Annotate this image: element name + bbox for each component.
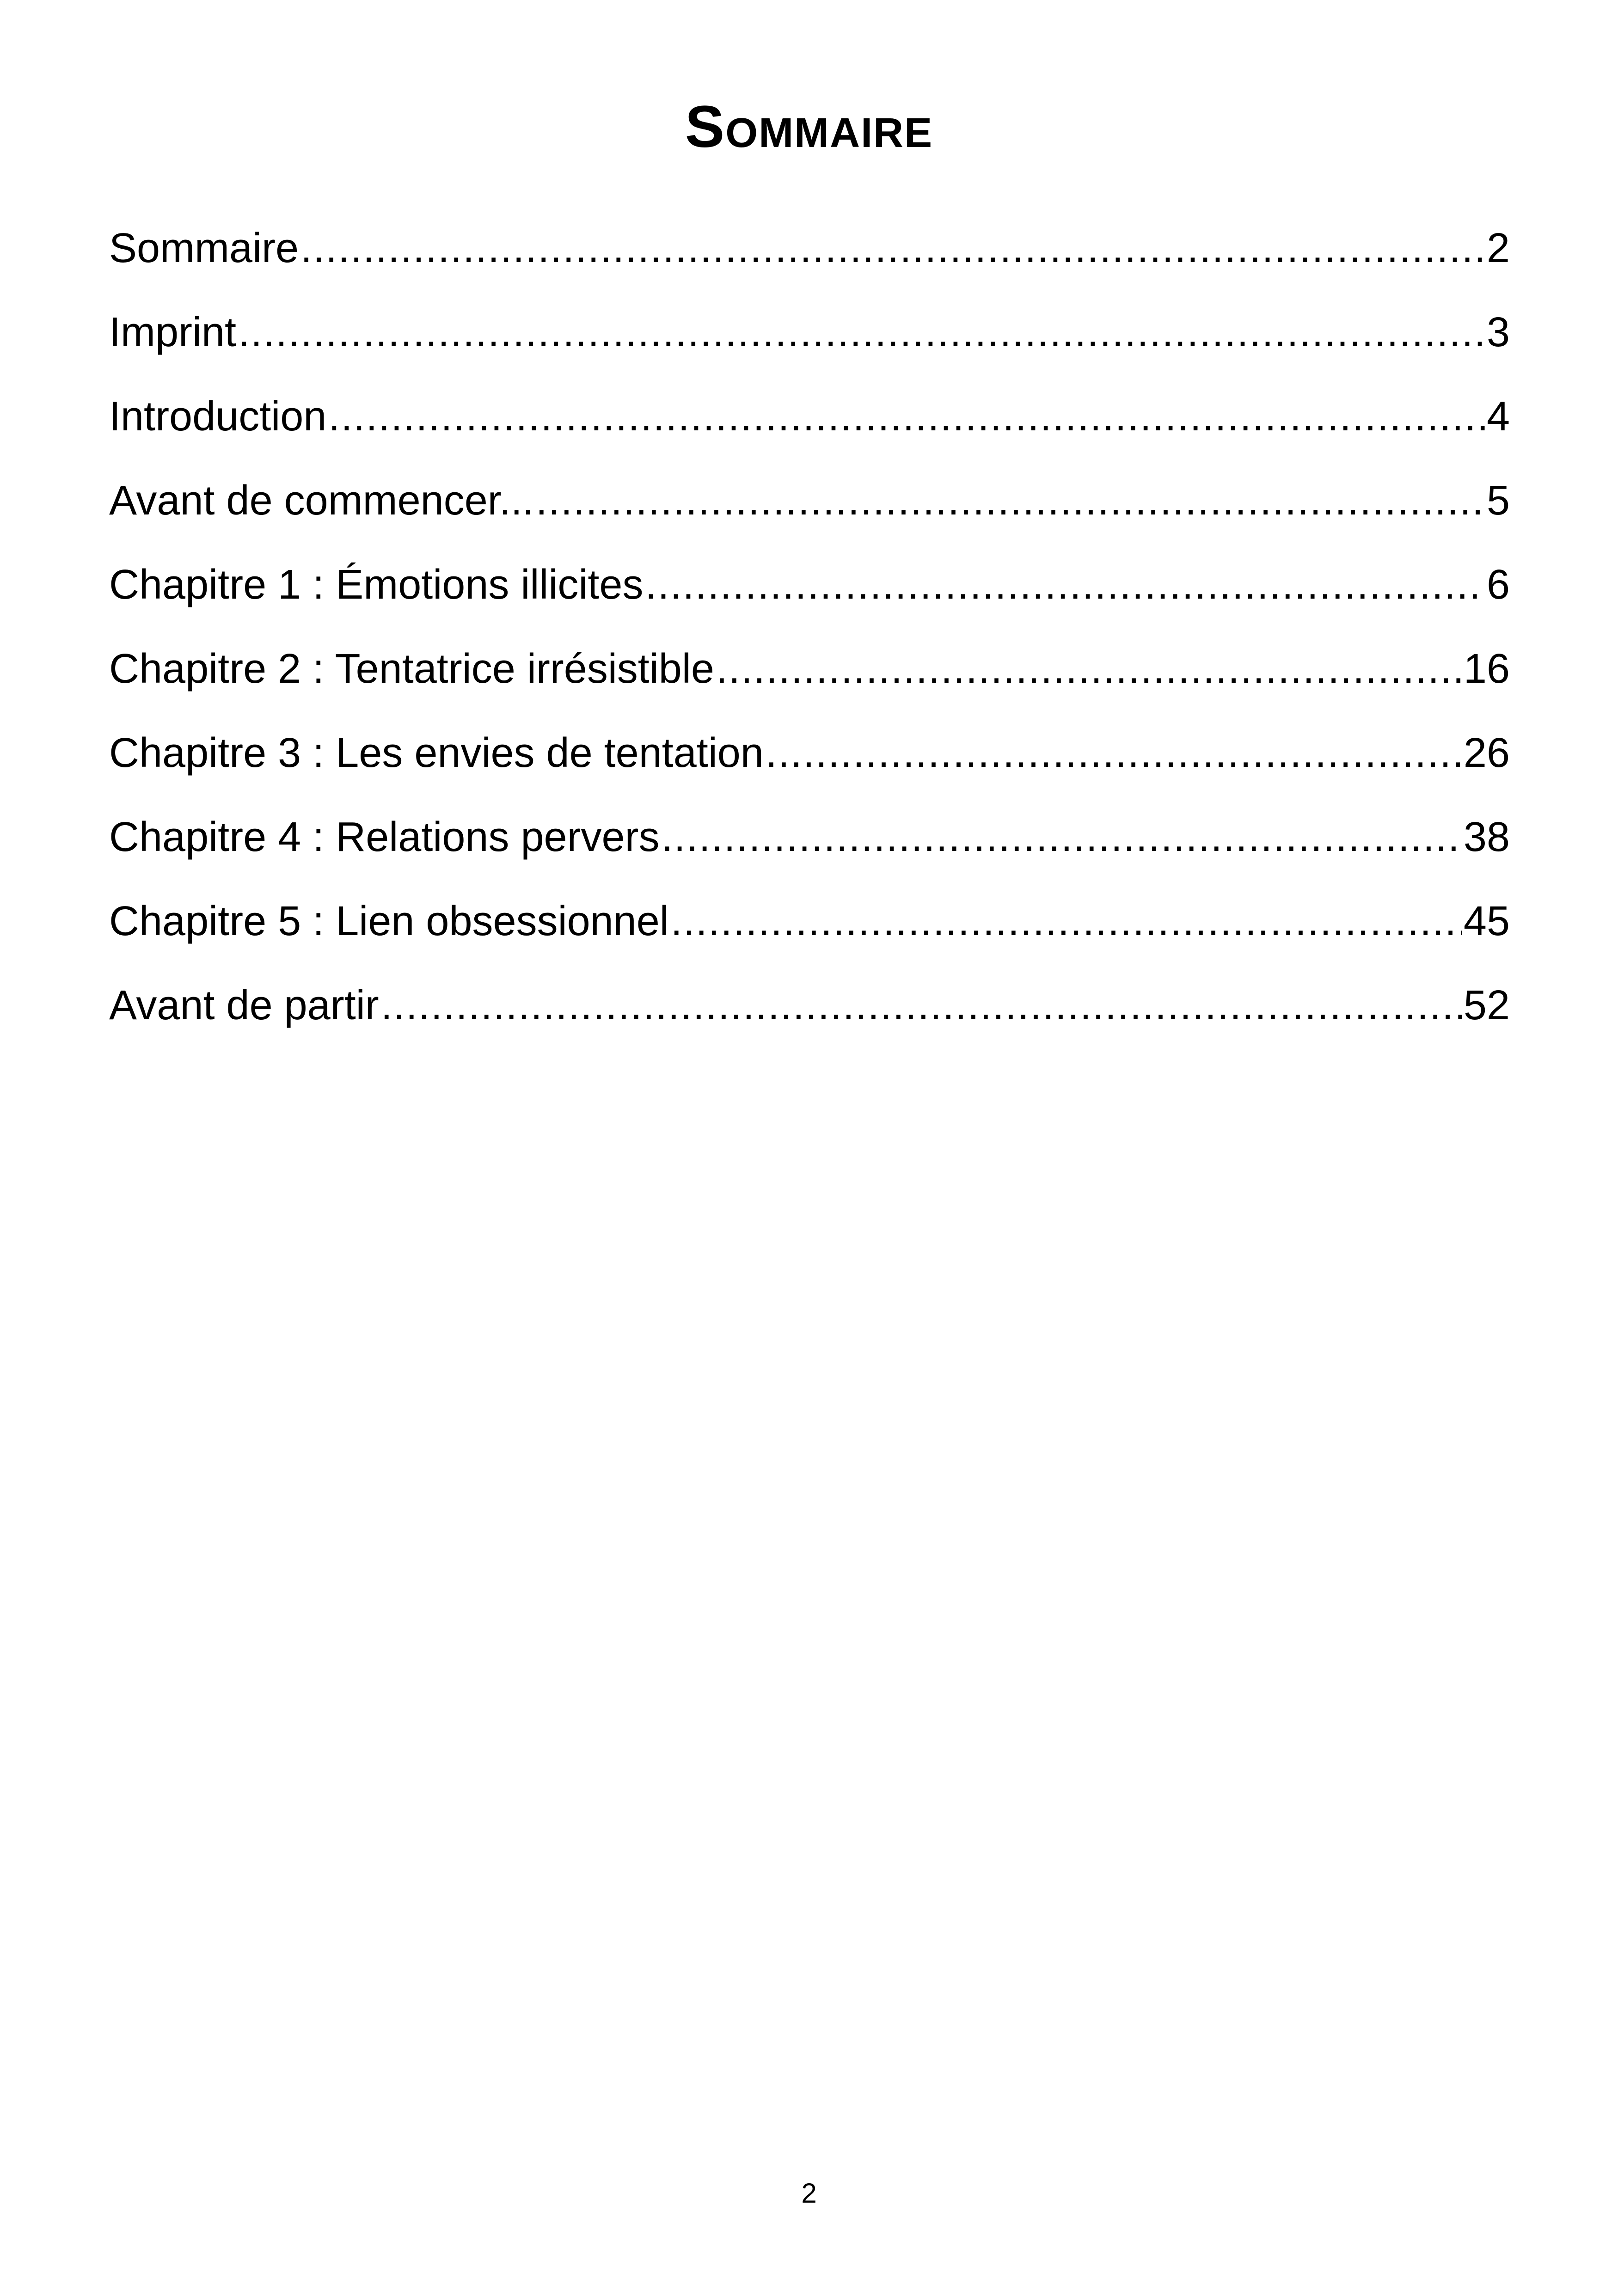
toc-leader-dots: [716, 637, 1462, 701]
table-of-contents: [109, 196, 1510, 1038]
toc-entry-page: 5: [1486, 478, 1510, 524]
toc-entry-avant-de-commencer[interactable]: [109, 449, 1510, 533]
toc-leader-dots: [766, 721, 1462, 785]
toc-leader-dots: [645, 552, 1484, 617]
toc-entry-page: 52: [1463, 982, 1510, 1029]
toc-entry-label: Avant de commencer...: [109, 478, 534, 524]
toc-entry-page: 6: [1486, 562, 1510, 608]
toc-entry-label: Introduction: [109, 393, 327, 440]
page-title: Sommaire: [685, 94, 933, 160]
toc-entry-page: 38: [1463, 814, 1510, 860]
toc-leader-dots: [381, 973, 1462, 1038]
toc-entry-chapitre-2[interactable]: [109, 617, 1510, 701]
toc-leader-dots: [300, 216, 1485, 281]
toc-entry-page: 16: [1463, 646, 1510, 692]
page-number: 2: [801, 2178, 817, 2209]
toc-entry-sommaire[interactable]: [109, 196, 1510, 281]
toc-entry-label: Chapitre 2 : Tentatrice irrésistible: [109, 646, 714, 692]
toc-entry-page: 45: [1463, 898, 1510, 944]
toc-entry-label: Chapitre 4 : Relations pervers: [109, 814, 660, 860]
toc-entry-label: Chapitre 1 : Émotions illicites: [109, 562, 644, 608]
toc-leader-dots: [238, 300, 1485, 365]
toc-leader-dots: [671, 889, 1462, 954]
toc-entry-introduction[interactable]: [109, 365, 1510, 449]
toc-entry-chapitre-5[interactable]: [109, 869, 1510, 954]
toc-entry-chapitre-3[interactable]: [109, 701, 1510, 785]
toc-entry-label: Imprint: [109, 309, 237, 355]
toc-leader-dots: [662, 805, 1462, 869]
toc-leader-dots: [536, 468, 1485, 533]
toc-entry-chapitre-4[interactable]: [109, 785, 1510, 869]
toc-entry-chapitre-1[interactable]: [109, 533, 1510, 617]
toc-entry-page: 4: [1486, 393, 1510, 440]
toc-entry-page: 26: [1463, 730, 1510, 776]
toc-entry-page: 2: [1486, 225, 1510, 271]
toc-entry-avant-de-partir[interactable]: [109, 954, 1510, 1038]
toc-entry-page: 3: [1486, 309, 1510, 355]
toc-entry-imprint[interactable]: [109, 281, 1510, 365]
toc-leader-dots: [328, 384, 1485, 449]
toc-entry-label: Chapitre 3 : Les envies de tentation: [109, 730, 764, 776]
toc-entry-label: Chapitre 5 : Lien obsessionnel: [109, 898, 669, 944]
toc-entry-label: Sommaire: [109, 225, 299, 271]
toc-entry-label: Avant de partir: [109, 982, 379, 1029]
